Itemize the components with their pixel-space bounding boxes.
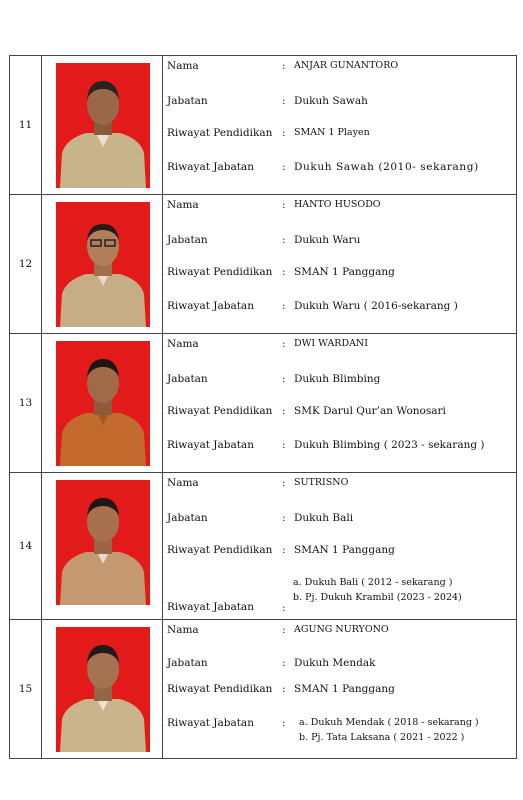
info-cell [163, 195, 517, 333]
value-pendidikan: SMAN 1 Panggang [294, 683, 395, 695]
value-pendidikan: SMAN 1 Panggang [294, 544, 395, 556]
label-nama: Nama [167, 624, 199, 636]
colon: : [282, 405, 286, 417]
label-pendidikan: Riwayat Pendidikan [167, 544, 273, 556]
label-jabatan: Jabatan [167, 95, 208, 107]
row-number: 11 [10, 56, 42, 194]
riwayat-item: b. Pj. Tata Laksana ( 2021 - 2022 ) [299, 732, 465, 743]
value-riwayat-jabatan: Dukuh Sawah (2010- sekarang) [294, 161, 479, 173]
value-nama: SUTRISNO [294, 477, 349, 488]
value-riwayat-jabatan: Dukuh Blimbing ( 2023 - sekarang ) [294, 439, 485, 451]
label-pendidikan: Riwayat Pendidikan [167, 683, 273, 695]
riwayat-item: b. Pj. Dukuh Krambil (2023 - 2024) [293, 592, 462, 603]
value-jabatan: Dukuh Sawah [294, 95, 368, 107]
value-nama: DWI WARDANI [294, 338, 369, 349]
photo-cell [42, 620, 163, 758]
value-nama: AGUNG NURYONO [294, 624, 389, 635]
colon: : [282, 300, 286, 312]
value-jabatan: Dukuh Blimbing [294, 373, 381, 385]
colon: : [282, 439, 286, 451]
colon: : [282, 338, 286, 350]
table-row [10, 334, 517, 473]
person-photo [56, 341, 150, 466]
value-jabatan: Dukuh Bali [294, 512, 354, 524]
label-riwayat-jabatan: Riwayat Jabatan [167, 439, 254, 451]
row-number: 14 [10, 473, 42, 619]
label-riwayat-jabatan: Riwayat Jabatan [167, 161, 254, 173]
label-riwayat-jabatan: Riwayat Jabatan [167, 300, 254, 312]
table-row [10, 620, 517, 759]
colon: : [282, 127, 286, 139]
value-pendidikan: SMAN 1 Playen [294, 127, 370, 138]
person-photo [56, 202, 150, 327]
colon: : [282, 234, 286, 246]
colon: : [282, 512, 286, 524]
table-row [10, 56, 517, 195]
person-photo [56, 480, 150, 605]
label-pendidikan: Riwayat Pendidikan [167, 127, 273, 139]
info-cell [163, 334, 517, 472]
riwayat-item: a. Dukuh Mendak ( 2018 - sekarang ) [299, 717, 479, 728]
colon: : [282, 657, 286, 669]
label-riwayat-jabatan: Riwayat Jabatan [167, 601, 254, 613]
colon: : [282, 717, 286, 729]
colon: : [282, 477, 286, 489]
label-riwayat-jabatan: Riwayat Jabatan [167, 717, 254, 729]
value-pendidikan: SMK Darul Qur’an Wonosari [294, 405, 446, 417]
value-jabatan: Dukuh Mendak [294, 657, 376, 669]
label-jabatan: Jabatan [167, 234, 208, 246]
riwayat-item: a. Dukuh Bali ( 2012 - sekarang ) [293, 577, 453, 588]
label-pendidikan: Riwayat Pendidikan [167, 266, 273, 278]
info-cell [163, 56, 517, 194]
colon: : [282, 161, 286, 173]
info-cell [163, 620, 517, 758]
label-pendidikan: Riwayat Pendidikan [167, 405, 273, 417]
colon: : [282, 95, 286, 107]
colon: : [282, 683, 286, 695]
staff-table [9, 55, 517, 759]
label-jabatan: Jabatan [167, 373, 208, 385]
colon: : [282, 602, 286, 614]
colon: : [282, 373, 286, 385]
person-photo [56, 63, 150, 188]
colon: : [282, 544, 286, 556]
value-nama: ANJAR GUNANTORO [294, 60, 399, 71]
label-jabatan: Jabatan [167, 512, 208, 524]
label-nama: Nama [167, 338, 199, 350]
colon: : [282, 624, 286, 636]
info-cell [163, 473, 517, 619]
photo-cell [42, 195, 163, 333]
photo-cell [42, 473, 163, 619]
label-nama: Nama [167, 477, 199, 489]
row-number: 12 [10, 195, 42, 333]
label-nama: Nama [167, 199, 199, 211]
label-nama: Nama [167, 60, 199, 72]
row-number: 15 [10, 620, 42, 758]
label-jabatan: Jabatan [167, 657, 208, 669]
value-nama: HANTO HUSODO [294, 199, 381, 210]
value-jabatan: Dukuh Waru [294, 234, 361, 246]
value-pendidikan: SMAN 1 Panggang [294, 266, 395, 278]
photo-cell [42, 334, 163, 472]
colon: : [282, 199, 286, 211]
table-row [10, 473, 517, 620]
colon: : [282, 60, 286, 72]
colon: : [282, 266, 286, 278]
row-number: 13 [10, 334, 42, 472]
value-riwayat-jabatan: Dukuh Waru ( 2016-sekarang ) [294, 300, 458, 312]
photo-cell [42, 56, 163, 194]
table-row [10, 195, 517, 334]
person-photo [56, 627, 150, 752]
